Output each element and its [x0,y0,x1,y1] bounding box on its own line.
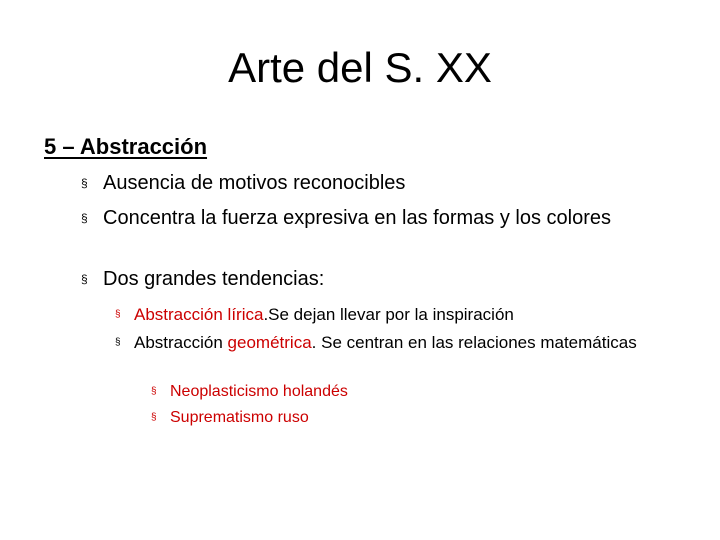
sub-sub-bullet-item [151,381,691,403]
square-bullet-icon: § [81,211,88,225]
sub-sub-bullet-text: Neoplasticismo holandés [170,383,348,400]
sub-sub-bullet-item [151,407,691,429]
square-bullet-icon: § [115,337,121,348]
sub-bullet-text [134,331,695,354]
sub-bullet-description: . Se centran en las relaciones matemáticas [311,333,637,352]
sub-sub-bullet-text: Suprematismo ruso [170,409,309,426]
square-bullet-icon: § [115,309,121,320]
sub-bullet-lead: Abstracción [134,333,228,352]
highlight-term: Abstracción lírica [134,305,264,324]
sub-bullet-text [134,303,695,326]
highlight-term: geométrica [227,333,312,352]
bullet-text: Dos grandes tendencias: [103,268,325,290]
sub-bullet-description: .Se dejan llevar por la inspiración [263,305,514,324]
square-bullet-icon: § [151,386,157,397]
bullet-item [81,170,681,197]
bullet-text: Concentra la fuerza expresiva en las formas y los colores [103,207,612,229]
sub-bullet-item [115,331,695,354]
section-heading: 5 – Abstracción [44,134,208,159]
bullet-item [81,205,681,232]
slide-title: Arte del S. XX [228,44,492,91]
square-bullet-icon: § [81,272,88,286]
bullet-text: Ausencia de motivos reconocibles [103,172,406,194]
square-bullet-icon: § [151,412,157,423]
sub-bullet-item [115,303,695,326]
square-bullet-icon: § [81,176,88,190]
bullet-item [81,266,681,293]
